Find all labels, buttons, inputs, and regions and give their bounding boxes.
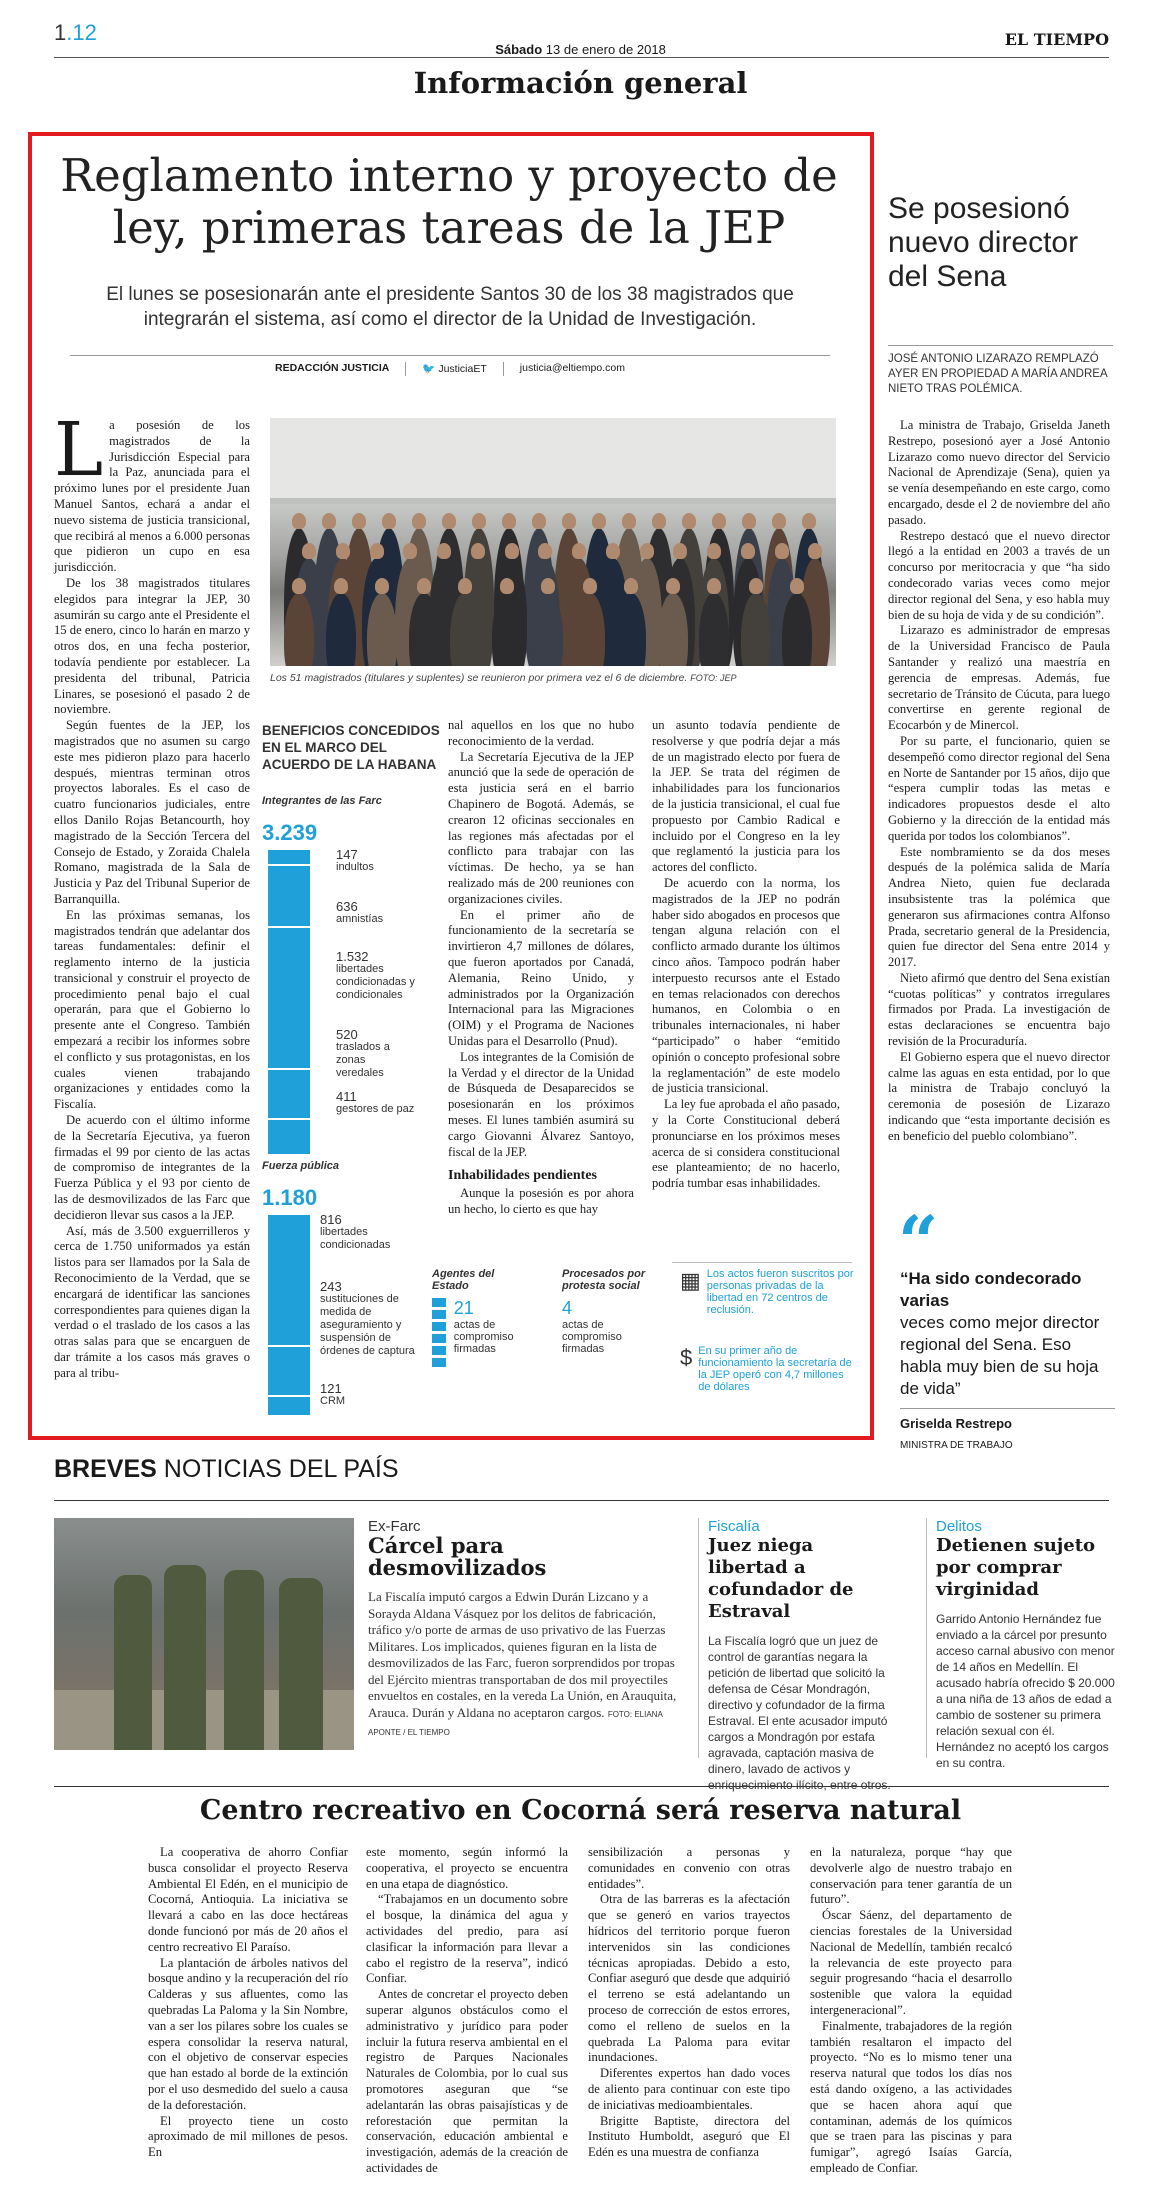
protest-desc: actas de compromiso firmadas xyxy=(562,1319,622,1355)
photo-figure-head xyxy=(500,578,514,594)
body-paragraph: en la naturaleza, porque “hay que devolverle algo de nuestro trabajo en conservación para tener garantía de un futuro”. xyxy=(810,1845,1012,1907)
sidebar-body xyxy=(888,418,1110,1145)
metric-label: amnistías xyxy=(336,913,384,925)
farc-metric xyxy=(336,950,431,1002)
header-rule xyxy=(54,57,1109,58)
issue-date xyxy=(0,42,1161,57)
body-paragraph: Aunque la posesión es por ahora un hecho, lo cierto es que hay xyxy=(448,1186,634,1216)
photo-figure-head xyxy=(541,578,555,594)
brief-kicker: Delitos xyxy=(936,1518,982,1535)
photo-figure-head xyxy=(652,513,666,529)
body-paragraph: Este nombramiento se da dos meses después de la polémica salida de María Andrea Nieto, quien fue declarada insubsistente tras la polémica que generaron sus afirmaciones contra Alfonso Prada, secretario general de la Presidencia, quien fue director del Sena entre 2014 y 2017. xyxy=(888,844,1110,970)
photo-figure-head xyxy=(292,513,306,529)
newspaper-brand: EL TIEMPO xyxy=(1004,30,1109,49)
photo-figure-head xyxy=(334,578,348,594)
body-paragraph: Diferentes expertos han dado voces de aliento para continuar con este tipo de iniciativas medioambientales. xyxy=(588,2066,790,2112)
metric-label: indultos xyxy=(336,861,374,873)
breves-header xyxy=(54,1455,399,1484)
breves-label-bold: BREVES xyxy=(54,1455,157,1483)
sidebar-headline: Se posesionó nuevo director del Sena xyxy=(888,192,1079,293)
metric-label: sustituciones de medida de aseguramiento y suspensión de órdenes de captura xyxy=(320,1293,415,1357)
metric-label: traslados a zonas veredales xyxy=(336,1041,390,1079)
body-paragraph: nal aquellos en los que no hubo reconocimiento de la verdad. xyxy=(448,718,634,748)
inner-subhead: Inhabilidades pendientes xyxy=(448,1168,597,1184)
breves-label-rest: NOTICIAS DEL PAÍS xyxy=(163,1455,399,1483)
body-paragraph: Otra de las barreras es la afectación que se generó en varios trayectos hídricos del territorio porque fueron intervenidos sin las condiciones técnicas apropiadas. Debido a esto, Confiar aseguró que desde que adquirió el terreno se está adelantando un proceso de corrección de estos errores, como el relleno de suelos en la quebrada La Paloma para evitar inundaciones. xyxy=(588,1892,790,2065)
body-paragraph: La cooperativa de ahorro Confiar busca consolidar el proyecto Reserva Ambiental El Edén, en el municipio de Cocorná, Antioquia. La iniciativa se llevará a cabo en las doce hectáreas donde funcionó por más de 20 años el centro recreativo El Paraíso. xyxy=(148,1845,348,1954)
photo-figure-head xyxy=(640,543,654,559)
photo-figure-head xyxy=(682,513,696,529)
photo-figure-head xyxy=(741,543,755,559)
photo-figure-head xyxy=(471,543,485,559)
metric-value: 411 xyxy=(336,1089,357,1104)
main-column-1 xyxy=(54,407,250,1382)
photo-figure-head xyxy=(712,513,726,529)
body-paragraph: Según fuentes de la JEP, los magistrados que no asumen su cargo este mes pidieron plazo para hacerlo después, mientras terminan otros proyectos laborales. Es el caso de cuatro funcionarios judiciales, entre ellos Danilo Rojas Betancourth, hoy magistrado de la Sección Tercera del Consejo de Estado, y Zoraida Chalela Romano, magistrada de la Sala de Justicia y Paz del Tribunal Superior de Barranquilla. xyxy=(54,718,250,906)
brief-body: Garrido Antonio Hernández fue enviado a la cárcel por presunto acceso carnal abusivo con menor de 14 años en Medellín. El acusado habría ofrecido $ 20.000 a una niña de 13 años de edad a cambio de sostener su primera relación sexual con él. Hernández no aceptó los cargos en su contra. xyxy=(936,1612,1115,1770)
agents-stat xyxy=(432,1268,527,1368)
photo-figure-head xyxy=(472,513,486,529)
photo-figure-head xyxy=(742,513,756,529)
brief-delitos xyxy=(936,1518,1116,1771)
photo-figure-head xyxy=(336,543,350,559)
brief-lead xyxy=(368,1518,686,1742)
body-paragraph: El Gobierno espera que el nuevo director calme las aguas en esta entidad, por lo que la ministra de Trabajo concluyó la ceremonia de posesión de Lizarazo indicando que “esta importante decisión es en beneficio del pueblo colombiano”. xyxy=(888,1049,1110,1143)
metric-label: libertades condicionadas xyxy=(320,1226,391,1251)
fuerza-publica-total: 1.180 xyxy=(262,1185,318,1210)
photo-figure-head xyxy=(572,543,586,559)
photo-figure-body xyxy=(409,593,439,666)
pull-quote xyxy=(900,1268,1115,1457)
bottom-column-2 xyxy=(366,1845,568,2177)
body-paragraph: un asunto todavía pendiente de resolverse y que podría dejar a más de un magistrado electo por fuera de la JEP. Se trata del régimen de inhabilidades para los funcionarios de la justicia transicional, el cual fue propuesto por Cambio Radical e incluido por el Congreso en la ley que reglamentó la justicia para los actores del conflicto. xyxy=(652,718,840,875)
body-paragraph: Antes de concretar el proyecto deben superar algunos obstáculos como el administrativo y jurídico para poder incluir la futura reserva ambiental en el registro de Parques Nacionales Naturales de Colombia, por lo cual sus promotores aseguran que “se adelantarán las obras paisajísticas y de reforestación que permitan la conservación, educación ambiental e investigación, además de la creación de actividades de xyxy=(366,1987,568,2175)
protest-stat xyxy=(562,1268,657,1355)
body-paragraph: La ley fue aprobada el año pasado, y la Corte Constitucional deberá pronunciarse en los próximos meses acerca de si considera constitucional ese planteamiento; de no hacerlo, podría tumbar esas inhabilidades. xyxy=(652,1097,840,1191)
fuerza-publica-metric xyxy=(320,1213,400,1252)
farc-bar-segment xyxy=(268,928,310,1068)
farc-bar-segment xyxy=(268,866,310,926)
lead-paragraph xyxy=(54,407,250,576)
photo-figure-head xyxy=(502,513,516,529)
bottom-column-1 xyxy=(148,1845,348,2161)
farc-metric xyxy=(336,1090,426,1116)
main-headline: Reglamento interno y proyecto de ley, primeras tareas de la JEP xyxy=(60,149,838,254)
fact-money xyxy=(680,1345,855,1393)
fact-money-text: En su primer año de funcionamiento la secretaría de la JEP operó con 4,7 millones de dólares xyxy=(698,1345,852,1393)
brief-title: Detienen sujeto por comprar virginidad xyxy=(936,1535,1096,1600)
brief-body xyxy=(368,1589,686,1742)
photo-figure-head xyxy=(707,578,721,594)
metric-value: 520 xyxy=(336,1027,358,1042)
photo-figure-head xyxy=(302,543,316,559)
quote-role: MINISTRA DE TRABAJO xyxy=(900,1440,1013,1451)
infobox-title-line: ACUERDO DE LA HABANA xyxy=(262,757,437,772)
body-paragraph: La ministra de Trabajo, Griselda Janeth Restrepo, posesionó ayer a José Antonio Lizarazo como nuevo director del Servicio Nacional de Aprendizaje (Sena), quien ya se venía desempeñando en este cargo, como encargado, desde el 2 de noviembre del año pasado. xyxy=(888,418,1110,527)
photo-figure-head xyxy=(624,578,638,594)
body-paragraph: este momento, según informó la cooperativa, el proyecto se encuentra en una etapa de diagnóstico. xyxy=(366,1845,568,1891)
prison-icon: ▦ xyxy=(680,1268,701,1293)
fuerza-publica-bar-segment xyxy=(268,1347,310,1395)
metric-value: 147 xyxy=(336,847,358,862)
lead-paragraph-text: a posesión de los magistrados de la Jurisdicción Especial para la Paz, anunciada para el próximo lunes por el presidente Juan Manuel Santos, echará a andar el nuevo sistema de justicia transicional, que recibirá al menos a 6.000 personas que pidieron un cupo en esa jurisdicción. xyxy=(54,418,250,575)
body-paragraph: La Secretaría Ejecutiva de la JEP anunció que la sede de operación de esta justicia será en el barrio Chapinero de Bogotá. Además, se crearon 12 oficinas seccionales en las regiones más afectadas por el conflicto para trabajar con las víctimas. De hecho, ya se han realizado más de 200 reuniones con organizaciones civiles. xyxy=(448,749,634,906)
photo-figure-head xyxy=(538,543,552,559)
farc-metric xyxy=(336,848,416,874)
issue-date-day: Sábado xyxy=(495,42,543,57)
quote-author: Griselda Restrepo xyxy=(900,1416,1012,1431)
farc-bar-segment xyxy=(268,1070,310,1118)
photo-figure-head xyxy=(622,513,636,529)
infobox-title-line: EN EL MARCO DEL xyxy=(262,740,388,755)
photo-figure-head xyxy=(775,543,789,559)
metric-value: 636 xyxy=(336,899,358,914)
metric-value: 816 xyxy=(320,1212,342,1227)
photo-figure-body xyxy=(326,593,356,666)
document-icon xyxy=(432,1298,446,1368)
bottom-column-4 xyxy=(810,1845,1012,2177)
column-divider xyxy=(698,1518,699,1758)
body-paragraph: Nieto afirmó que dentro del Sena existían “cuotas políticas” y contratos irregulares firmados por Prada. La investigación de estas declaraciones se encuentra bajo revisión de la Procuraduría. xyxy=(888,970,1110,1049)
sidebar-deck: JOSÉ ANTONIO LIZARAZO REMPLAZÓ AYER EN PROPIEDAD A MARÍA ANDREA NIETO TRAS POLÉMICA. xyxy=(888,345,1113,397)
fuerza-publica-bar-segment xyxy=(268,1215,310,1345)
photo-figure-head xyxy=(375,578,389,594)
body-paragraph: Finalmente, trabajadores de la región también resaltaron el impacto del proyecto. “No es lo mismo tener una reserva natural que todos los días nos está dando oxígeno, a las actividades que se hacen ahora aquí que contaminan, además de los químicos que se traen para las piscinas y para fumigar”, agregó Isaías García, empleado de Confiar. xyxy=(810,2018,1012,2175)
byline-separator xyxy=(405,362,406,376)
metric-value: 121 xyxy=(320,1381,342,1396)
fact-prison-text: Los actos fueron suscritos por personas privadas de la libertad en 72 centros de reclusión. xyxy=(706,1268,854,1316)
metric-label: gestores de paz xyxy=(336,1103,415,1115)
body-paragraph: Brigitte Baptiste, directora del Instituto Humboldt, aseguró que El Edén es una muestra de confianza xyxy=(588,2113,790,2160)
fuerza-publica-bar xyxy=(268,1215,312,1415)
body-paragraph: sensibilización a personas y comunidades en convenio con otras entidades”. xyxy=(588,1845,790,1891)
body-paragraph: Los integrantes de la Comisión de la Verdad y el director de la Unidad de Búsqueda de Desaparecidos se posesionarán en los próximos meses. El lunes también asumirá su cargo Giovanni Álvarez Santoyo, fiscal de la JEP. xyxy=(448,1049,634,1159)
pull-quote-bold: “Ha sido condecorado varias xyxy=(900,1269,1082,1310)
metric-value: 243 xyxy=(320,1279,342,1294)
body-paragraph: Por su parte, el funcionario, quien se desempeñó como director regional del Sena en Norte de Santander por 15 años, dijo que “espera cumplir todas las metas e indicadores propuestos desde el alto Gobierno y la dirección de la entidad más querida por todos los colombianos”. xyxy=(888,733,1110,843)
metric-label: libertades condicionadas y condicionales xyxy=(336,963,415,1001)
byline-separator xyxy=(503,362,504,376)
page-number-suffix: .12 xyxy=(66,20,97,45)
pull-quote-divider xyxy=(900,1408,1115,1409)
agents-label: Agentes del Estado xyxy=(432,1268,495,1292)
fuerza-publica-bar-segment xyxy=(268,1397,310,1415)
brief-title: Juez niega libertad a cofundador de Estraval xyxy=(708,1535,854,1622)
body-paragraph: “Trabajamos en un documento sobre el bosque, la dinámica del agua y actividades del predio, para así clasificar la información para llevar a cabo el registro de la reserva”, indicó Confiar. xyxy=(366,1892,568,1986)
body-paragraph: Óscar Sáenz, del departamento de ciencias forestales de la Universidad Nacional de Medellín, también recalcó la relevancia de este proyecto para seguir progresando “hacia el desarrollo sostenible que valora la equidad intergeneracional”. xyxy=(810,1908,1012,2017)
photo-figure-head xyxy=(749,578,763,594)
photo-figure-head xyxy=(292,578,306,594)
metric-label: CRM xyxy=(320,1395,346,1407)
byline-twitter[interactable] xyxy=(422,362,486,376)
body-paragraph: En el primer año de funcionamiento de la secretaría se invirtieron 4,7 millones de dólares, que fueron aportados por Canadá, Alemania, Reino Unido, y administrados por la Organización Internacional para las Migraciones (OIM) y el Programa de Naciones Unidas para el Desarrollo (Pnud). xyxy=(448,907,634,1048)
bottom-rule xyxy=(54,1786,1109,1787)
photo-figure-head xyxy=(562,513,576,529)
farc-bar-segment xyxy=(268,1120,310,1154)
farc-total: 3.239 xyxy=(262,820,318,845)
brief-photo-credit: FOTO: ELIANA APONTE / EL TIEMPO xyxy=(368,1709,663,1737)
fuerza-publica-label: Fuerza pública xyxy=(262,1160,340,1172)
brief-title: Cárcel para desmovilizados xyxy=(368,1533,547,1580)
pull-quote-rest: veces como mejor director regional del Sena. Eso habla muy bien de su hoja de vida” xyxy=(900,1313,1100,1398)
fact-prison xyxy=(680,1268,855,1316)
bottom-column-3 xyxy=(588,1845,790,2161)
photo-figure-head xyxy=(417,578,431,594)
bottom-headline: Centro recreativo en Cocorná será reserva natural xyxy=(199,1795,962,1826)
photo-caption-text: Los 51 magistrados (titulares y suplentes) se reunieron por primera vez el 6 de diciembre. xyxy=(270,672,688,684)
body-paragraph: De acuerdo con el último informe de la Secretaría Ejecutiva, ya fueron firmadas el 99 por ciento de las actas de compromiso de integrantes de la Fuerza Pública y el 93 por ciento de las de desmovilizados de las Farc que decidieron llevar sus casos a la JEP. xyxy=(54,1113,250,1222)
facts-divider xyxy=(672,1262,852,1263)
photo-caption xyxy=(270,672,836,684)
photo-figure-head xyxy=(808,543,822,559)
soldiers-photo xyxy=(54,1518,354,1750)
quote-icon: “ xyxy=(898,1200,939,1283)
photo-credit: FOTO: JEP xyxy=(690,673,737,683)
body-paragraph: Así, más de 3.500 exguerrilleros y cerca de 1.750 uniformados ya están listos para ser llamados por la Sala de Reconocimiento de la Verdad, que se encargará de identificar las sanciones correspondientes para quienes digan la verdad o el traslado de los casos a las otras salas para que se encarguen de dar trámite a los casos más graves o para al tribu- xyxy=(54,1223,250,1380)
main-column-4 xyxy=(652,718,840,1192)
body-paragraph: Lizarazo es administrador de empresas de la Universidad Francisco de Paula Santander y realizó una maestría en gerencia de empresas. Además, fue secretario de Tránsito de Cúcuta, para luego convertirse en gerente regional de Ecocarbón y de Minercol. xyxy=(888,623,1110,733)
byline-twitter-handle: JusticiaET xyxy=(438,363,487,375)
page-number-prefix: 1 xyxy=(54,20,67,45)
money-bag-icon: $ xyxy=(680,1345,693,1370)
photo-figure-head xyxy=(437,543,451,559)
body-paragraph: De acuerdo con la norma, los magistrados de la JEP no podrán haber sido abogados en procesos que tengan alguna relación con el conflicto armado durante los últimos cinco años. Tampoco podrán haber interpuesto recursos ante el Estado en temas relacionados con derechos humanos, en Colombia o en tribunales internacionales, ni haber “participado” o haber “emitido opinión o concepto profesional sobre la reglamentación” de este modelo de justicia transicional. xyxy=(652,875,840,1096)
protest-label: Procesados por protesta social xyxy=(562,1268,646,1292)
agents-stat-body xyxy=(432,1298,527,1368)
byline xyxy=(70,355,830,376)
photo-figure-head xyxy=(352,513,366,529)
brief-kicker: Fiscalía xyxy=(708,1518,760,1535)
metric-value: 1.532 xyxy=(336,949,369,964)
section-title: Información general xyxy=(413,66,748,100)
photo-figure-head xyxy=(802,513,816,529)
byline-author: REDACCIÓN JUSTICIA xyxy=(275,362,390,374)
agents-value: 21 xyxy=(453,1298,474,1318)
photo-figure-head xyxy=(370,543,384,559)
photo-figure-head xyxy=(772,513,786,529)
photo-figure-head xyxy=(592,513,606,529)
column-divider xyxy=(926,1518,927,1758)
issue-date-rest: 13 de enero de 2018 xyxy=(545,42,666,57)
protest-value: 4 xyxy=(562,1298,573,1318)
magistrates-group-photo xyxy=(270,418,836,666)
photo-figure-head xyxy=(322,513,336,529)
body-paragraph: Restrepo destacó que el nuevo director llegó a la entidad en 2003 a través de un concurso por meritocracia y que “ha sido condecorado varias veces como mejor director regional del Sena, y eso habla muy bien de su hoja de vida y de su condición”. xyxy=(888,528,1110,622)
agents-desc: actas de compromiso firmadas xyxy=(453,1319,514,1355)
photo-figure-head xyxy=(442,513,456,529)
farc-label: Integrantes de las Farc xyxy=(262,795,382,807)
photo-figure-head xyxy=(583,578,597,594)
body-paragraph: De los 38 magistrados titulares elegidos para integrar la JEP, 30 asumirán su cargo ante el Presidente el 15 de enero, cinco lo harán en marzo y otros dos, en una fecha posterior, todavía pendiente por establecer. La presidenta del tribunal, Patricia Linares, se posesionó el pasado 2 de noviembre. xyxy=(54,575,250,717)
brief-kicker: Ex-Farc xyxy=(368,1518,421,1535)
photo-figure-head xyxy=(505,543,519,559)
farc-metric xyxy=(336,900,416,926)
infobox-title-line: BENEFICIOS CONCEDIDOS xyxy=(262,723,440,738)
photo-figure-head xyxy=(673,543,687,559)
fuerza-publica-metric xyxy=(320,1280,425,1358)
photo-figure-head xyxy=(707,543,721,559)
breves-rule xyxy=(54,1500,1109,1501)
main-subhead: El lunes se posesionarán ante el presidente Santos 30 de los 38 magistrados que integrarán el sistema, así como el director de la Unidad de Investigación. xyxy=(106,284,794,330)
twitter-icon: 🐦 xyxy=(422,363,436,375)
photo-figure-head xyxy=(458,578,472,594)
brief-body-text: La Fiscalía imputó cargos a Edwin Durán Lizcano y a Sorayda Aldana Vásquez por los delitos de fabricación, tráfico y/o porte de armas de uso privativo de las Fuerzas Militares. Los implicados, quienes figuran en la lista de desmovilizados de las Farc, fueron sorprendidos por tropas del Ejército mientras transportaban de dos mil proyectiles envueltos en costales, en la vereda La Unión, en Arauquita, Arauca. Durán y Aldana no aceptaron cargos. xyxy=(368,1589,677,1720)
farc-bar xyxy=(268,850,312,1154)
photo-figure-head xyxy=(532,513,546,529)
dropcap: L xyxy=(54,407,104,493)
brief-fiscalia xyxy=(708,1518,898,1793)
fuerza-publica-metric xyxy=(320,1382,400,1408)
protest-stat-body xyxy=(562,1298,657,1355)
main-column-3 xyxy=(448,718,634,1218)
photo-figure-head xyxy=(412,513,426,529)
body-paragraph: El proyecto tiene un costo aproximado de mil millones de pesos. En xyxy=(148,2113,348,2160)
farc-bar-segment xyxy=(268,850,310,864)
photo-figure-head xyxy=(606,543,620,559)
body-paragraph: En las próximas semanas, los magistrados tendrán que adelantar dos tareas fundamentales: definir el reglamento interno de la justicia transicional y construir el proyecto de procedimiento penal bajo el cual operarán, para que el Gobierno lo presente ante el Congreso. También empezará a recibir los informes sobre el conflicto y sus protagonistas, en los cuales vienen trabajando organizaciones y entidades como la Fiscalía. xyxy=(54,907,250,1112)
agents-stat-text xyxy=(454,1298,527,1368)
brief-body: La Fiscalía logró que un juez de control de garantías negara la petición de libertad que solicitó la defensa de César Mondragón, directivo y cofundador de la firma Estraval. El ente acusador imputó cargos a Mondragón por estafa agravada, captación masiva de dinero, lavado de activos y enriquecimiento ilícito, entre otros. xyxy=(708,1634,891,1792)
photo-figure-head xyxy=(666,578,680,594)
photo-figure-head xyxy=(790,578,804,594)
farc-metric xyxy=(336,1028,416,1080)
photo-figure-head xyxy=(382,513,396,529)
body-paragraph: La plantación de árboles nativos del bosque andino y la recuperación del río Calderas y sus afluentes, como las quebradas La Paloma y la Sin Nombre, van a ser los pilares sobre los cuales se espera consolidar la reserva natural, con el objetivo de conservar especies que han estado al borde de la extinción por el uso desmedido del suelo a causa de la deforestación. xyxy=(148,1955,348,2112)
byline-email[interactable]: justicia@eltiempo.com xyxy=(519,362,625,374)
photo-figure-head xyxy=(403,543,417,559)
infobox-title xyxy=(262,722,442,773)
